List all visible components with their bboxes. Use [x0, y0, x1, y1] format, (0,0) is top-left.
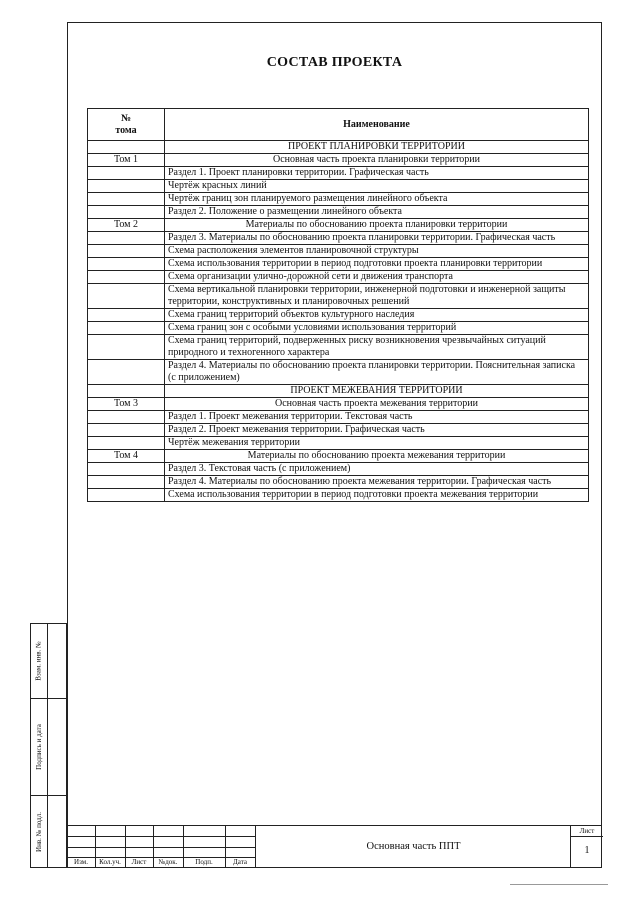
- table-row: [88, 322, 589, 335]
- section-heading: Материалы по обоснованию проекта межевания территории: [165, 450, 589, 463]
- volume-number: Том 3: [88, 398, 165, 411]
- part-heading: ПРОЕКТ МЕЖЕВАНИЯ ТЕРРИТОРИИ: [165, 385, 589, 398]
- table-row: [88, 284, 589, 309]
- title-block-col-podp: Подп.: [195, 858, 213, 866]
- table-row: [88, 360, 589, 385]
- table-section-row: [88, 219, 589, 232]
- title-block-col-kol-uch: Кол.уч.: [99, 858, 121, 866]
- table-row: [88, 206, 589, 219]
- volume-cell: [88, 385, 165, 398]
- volume-number: Том 1: [88, 154, 165, 167]
- volume-cell: [88, 463, 165, 476]
- table-row: [88, 167, 589, 180]
- header-volume-line2: тома: [115, 124, 137, 136]
- volume-cell: [88, 476, 165, 489]
- table-row: [88, 411, 589, 424]
- item-name: Раздел 4. Материалы по обоснованию проекта планировки территории. Пояснительная записка (с приложением): [165, 360, 589, 385]
- table-header-row: [88, 109, 589, 141]
- item-name: Схема использования территории в период подготовки проекта межевания территории: [165, 489, 589, 502]
- item-name: Раздел 3. Материалы по обоснованию проекта планировки территории. Графическая часть: [165, 232, 589, 245]
- sheet-number: 1: [584, 845, 590, 856]
- table-section-row: [88, 398, 589, 411]
- item-name: Чертёж межевания территории: [165, 437, 589, 450]
- item-name: Схема организации улично-дорожной сети и движения транспорта: [165, 271, 589, 284]
- sheet-label: Лист: [579, 827, 595, 835]
- section-heading: Основная часть проекта межевания территории: [165, 398, 589, 411]
- part-heading: ПРОЕКТ ПЛАНИРОВКИ ТЕРРИТОРИИ: [165, 141, 589, 154]
- item-name: Схема границ территорий объектов культурного наследия: [165, 309, 589, 322]
- table-row: [88, 489, 589, 502]
- volume-cell: [88, 167, 165, 180]
- table-section-row: [88, 154, 589, 167]
- table-part-row: [88, 385, 589, 398]
- volume-cell: [88, 360, 165, 385]
- volume-cell: [88, 141, 165, 154]
- volume-cell: [88, 206, 165, 219]
- item-name: Раздел 2. Положение о размещении линейного объекта: [165, 206, 589, 219]
- item-name: Схема вертикальной планировки территории, инженерной подготовки и инженерной защиты территории, конструктивных и планировочных решений: [165, 284, 589, 309]
- table-row: [88, 180, 589, 193]
- item-name: Схема использования территории в период подготовки проекта планировки территории: [165, 258, 589, 271]
- header-volume-line1: №: [120, 112, 132, 124]
- volume-number: Том 4: [88, 450, 165, 463]
- page-footer-line: [510, 884, 608, 885]
- volume-cell: [88, 271, 165, 284]
- volume-cell: [88, 335, 165, 360]
- title-block: [67, 825, 602, 868]
- item-name: Схема расположения элементов планировочной структуры: [165, 245, 589, 258]
- table-row: [88, 232, 589, 245]
- side-stamp-inv-podl: Инв. № подл.: [35, 811, 44, 852]
- item-name: Схема границ зон с особыми условиями использования территорий: [165, 322, 589, 335]
- item-name: Чертёж красных линий: [165, 180, 589, 193]
- document-title: СОСТАВ ПРОЕКТА: [266, 55, 403, 70]
- side-stamp-inv-zam: Взам. инв. №: [35, 640, 44, 681]
- table-row: [88, 258, 589, 271]
- side-stamp: [30, 623, 67, 868]
- title-block-col-izm: Изм.: [74, 858, 88, 866]
- title-block-col-data: Дата: [233, 858, 247, 866]
- volume-cell: [88, 193, 165, 206]
- header-volume: [88, 109, 165, 141]
- item-name: Раздел 2. Проект межевания территории. Графическая часть: [165, 424, 589, 437]
- section-heading: Основная часть проекта планировки территории: [165, 154, 589, 167]
- section-heading: Материалы по обоснованию проекта планировки территории: [165, 219, 589, 232]
- side-stamp-value-column: [47, 623, 67, 868]
- volume-cell: [88, 180, 165, 193]
- sheet-divider: [571, 836, 603, 837]
- table-row: [88, 335, 589, 360]
- table-row: [88, 476, 589, 489]
- table-row: [88, 309, 589, 322]
- volume-cell: [88, 245, 165, 258]
- side-stamp-signature-date: Подпись и дата: [35, 723, 44, 770]
- title-block-sheet: [570, 825, 603, 868]
- volume-cell: [88, 258, 165, 271]
- table-row: [88, 193, 589, 206]
- item-name: Раздел 1. Проект планировки территории. Графическая часть: [165, 167, 589, 180]
- table-row: [88, 245, 589, 258]
- composition-table: [87, 108, 589, 502]
- volume-cell: [88, 411, 165, 424]
- volume-cell: [88, 284, 165, 309]
- item-name: Схема границ территорий, подверженных риску возникновения чрезвычайных ситуаций природного и техногенного характера: [165, 335, 589, 360]
- item-name: Раздел 4. Материалы по обоснованию проекта межевания территории. Графическая часть: [165, 476, 589, 489]
- item-name: Раздел 3. Текстовая часть (с приложением): [165, 463, 589, 476]
- item-name: Чертёж границ зон планируемого размещения линейного объекта: [165, 193, 589, 206]
- title-block-col-list: Лист: [131, 858, 147, 866]
- volume-number: Том 2: [88, 219, 165, 232]
- table-section-row: [88, 450, 589, 463]
- volume-cell: [88, 489, 165, 502]
- title-block-designation: Основная часть ППТ: [255, 825, 571, 868]
- volume-cell: [88, 322, 165, 335]
- header-name: Наименование: [165, 109, 589, 141]
- table-row: [88, 424, 589, 437]
- table-row: [88, 437, 589, 450]
- volume-cell: [88, 309, 165, 322]
- volume-cell: [88, 424, 165, 437]
- title-block-col-ndok: №док.: [158, 858, 178, 866]
- item-name: Раздел 1. Проект межевания территории. Текстовая часть: [165, 411, 589, 424]
- table-part-row: [88, 141, 589, 154]
- volume-cell: [88, 437, 165, 450]
- volume-cell: [88, 232, 165, 245]
- table-row: [88, 463, 589, 476]
- table-row: [88, 271, 589, 284]
- table-body: [88, 141, 589, 502]
